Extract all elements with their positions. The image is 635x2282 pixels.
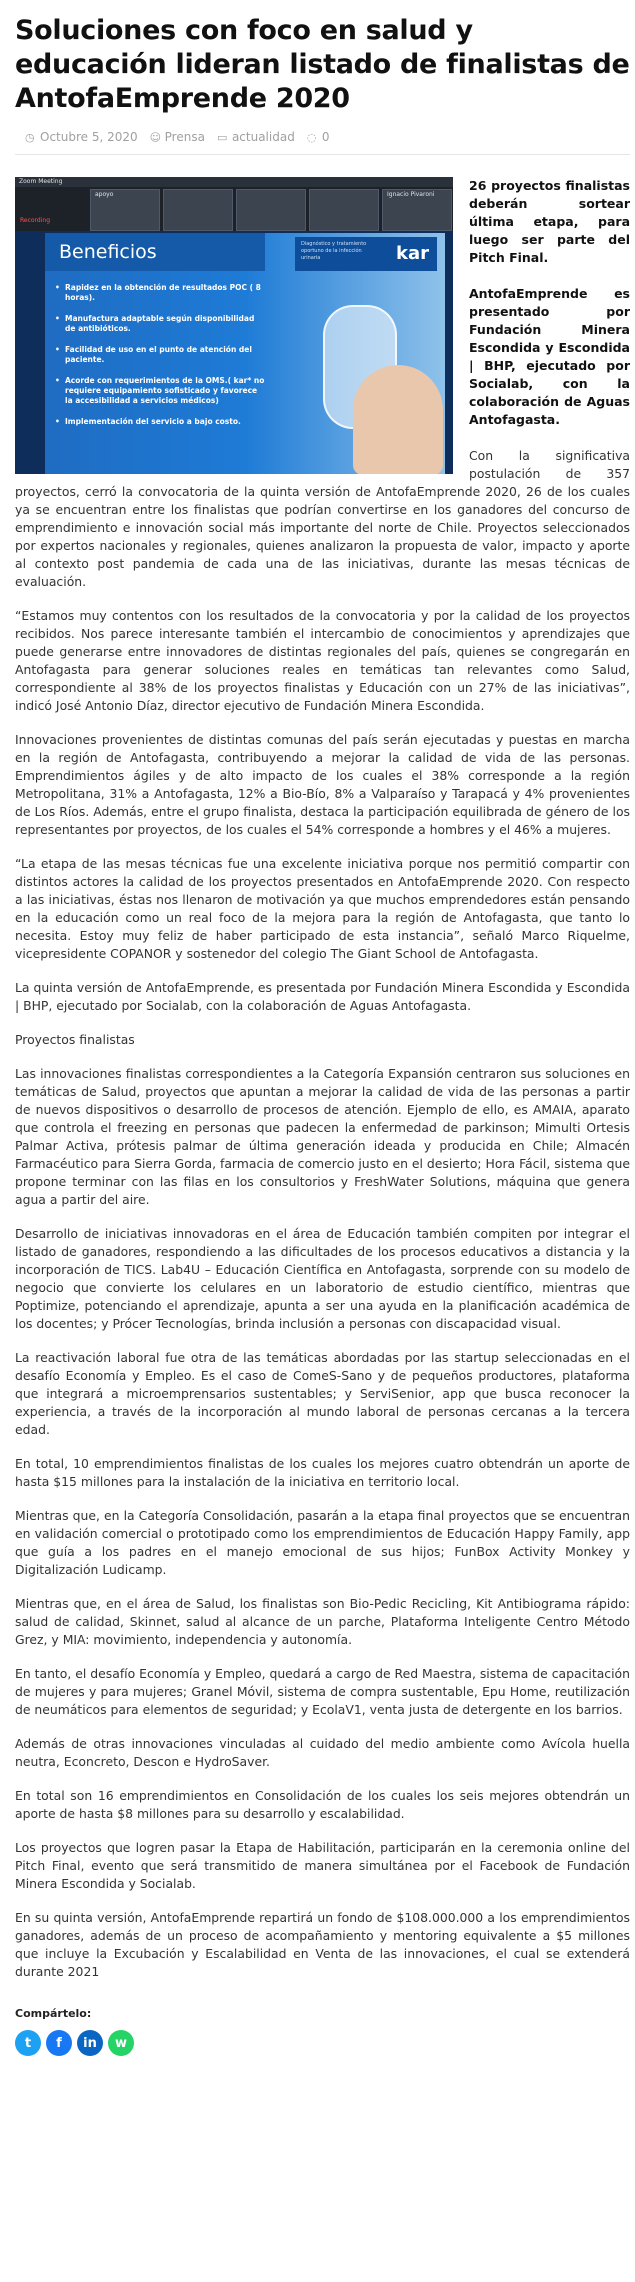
slide-header — [45, 233, 265, 271]
post-comments[interactable] — [307, 130, 330, 144]
device-photo — [283, 285, 433, 465]
participant-name: apoyo — [95, 191, 114, 198]
recording-indicator: Recording — [20, 217, 51, 224]
facebook-icon: f — [56, 2035, 62, 2051]
slide-title: Beneficios — [59, 241, 157, 263]
post-category-text: actualidad — [231, 130, 295, 144]
window-titlebar — [15, 177, 453, 187]
post-author[interactable] — [150, 130, 205, 144]
twitter-share-button[interactable] — [15, 2030, 41, 2056]
post-comments-count: 0 — [321, 130, 330, 144]
body-paragraph: La reactivación laboral fue otra de las temáticas abordadas por las startup seleccionadas en el desafío Economía y Empleo. Es el caso de ComeS-Sano y de pequeños productores, plataforma que integrará a microemprensarios sustentables; y ServiSenior, app que busca reconocer la experiencia, a través de la incorporación al mundo laboral de personas cercanas a la tercera edad. — [15, 1350, 630, 1437]
slide-subtitle: Diagnóstico y tratamiento oportuno de la infección urinaria — [301, 241, 367, 261]
presentation-slide — [45, 233, 445, 474]
body-paragraph: Los proyectos que logren pasar la Etapa de Habilitación, participarán en la ceremonia online del Pitch Final, evento que será transmitido de manera simultánea por el Facebook de Fundación Minera Escondida y Socialab. — [15, 1840, 630, 1891]
post-date[interactable] — [25, 130, 138, 144]
body-paragraph: “Estamos muy contentos con los resultados de la convocatoria y por la calidad de los proyectos recibidos. Nos parece interesante también el intercambio de conocimientos y aprendizajes que puede generarse entre innovadores de distintas regionales del país, quienes se congregarán en Antofagasta para generar soluciones reales en temáticas tan relevantes como Salud, correspondiente al 38% de los proyectos finalistas y Educación con un 27% de las iniciativas”, indicó José Antonio Díaz, director ejecutivo de Fundación Minera Escondida. — [15, 608, 630, 713]
slide-bullet: • Implementación del servicio a bajo costo. — [55, 417, 265, 427]
linkedin-share-button[interactable] — [77, 2030, 103, 2056]
linkedin-icon: in — [83, 2035, 97, 2051]
body-paragraph: En total son 16 emprendimientos en Consolidación de los cuales los seis mejores obtendrán un aporte de hasta $8 millones para su desarrollo y escalabilidad. — [15, 1788, 630, 1821]
divider — [15, 154, 630, 155]
body-paragraph: Innovaciones provenientes de distintas comunas del país serán ejecutadas y puestas en marcha en la región de Antofagasta, contribuyendo a mejorar la calidad de vida de las personas. Emprendimientos ágiles y de alto impacto de los cuales el 38% corresponde a la región Metropolitana, 31% a Antofagasta, 12% a Bio-Bío, 8% a Valparaíso y Tarapacá y 4% provenientes de Los Ríos. Además, entre el grupo finalista, destaca la participación equilibrada de género de los representantes por proyectos, de los cuales el 54% corresponde a hombres y el 46% a mujeres. — [15, 732, 630, 837]
body-paragraph: Mientras que, en la Categoría Consolidación, pasarán a la etapa final proyectos que se encuentran en validación comercial o prototipado como los emprendimientos de Educación Happy Family, app que guía a los padres en el manejo emocional de sus hijos; FunBox Activity Monkey y Digitalización Ludicamp. — [15, 1508, 630, 1577]
body-paragraph: En total, 10 emprendimientos finalistas de los cuales los mejores cuatro obtendrán un aporte de hasta $15 millones para la instalación de la iniciativa en territorio local. — [15, 1456, 630, 1489]
body-paragraph: Además de otras innovaciones vinculadas al cuidado del medio ambiente como Avícola huella neutra, Econcreto, Descon e HydroSaver. — [15, 1736, 630, 1769]
share-label: Compártelo: — [15, 2007, 92, 2020]
whatsapp-icon: w — [114, 2035, 127, 2051]
slide-bullet: • Acorde con requerimientos de la OMS.( kar* no requiere equipamiento sofisticado y favorece la accesibilidad a servicios médicos) — [55, 376, 265, 406]
slide-bullets — [55, 283, 265, 438]
clock-icon: ◷ — [25, 130, 35, 144]
lead-paragraph: AntofaEmprende es presentado por Fundación Minera Escondida y Escondida | BHP, ejecutado por Socialab, con la colaboración de Aguas Antofagasta. — [469, 286, 630, 427]
post-author-text: Prensa — [164, 130, 205, 144]
facebook-share-button[interactable] — [46, 2030, 72, 2056]
section-heading: Proyectos finalistas — [15, 1032, 135, 1047]
twitter-icon: t — [24, 2035, 32, 2051]
slide-bullet: • Rapidez en la obtención de resultados POC ( 8 horas). — [55, 283, 265, 303]
share-buttons — [15, 2030, 630, 2056]
body-paragraph: En su quinta versión, AntofaEmprende repartirá un fondo de $108.000.000 a los emprendimientos ganadores, además de un proceso de acompañamiento y mentoring equivalente a $5 millones que incluye la Excubación y Escalabilidad en Venta de las innovaciones, el cual se extenderá durante 2021 — [15, 1910, 630, 1979]
featured-image — [15, 177, 453, 474]
slide-bullet: • Facilidad de uso en el punto de atención del paciente. — [55, 345, 265, 365]
user-icon: ☺ — [149, 130, 162, 144]
participant-tile — [236, 189, 306, 231]
comment-icon: ◌ — [306, 130, 317, 144]
body-paragraph: “La etapa de las mesas técnicas fue una excelente iniciativa porque nos permitió compartir con distintos actores la calidad de los proyectos presentados en AntofaEmprende 2020. Con respecto a las iniciativas, éstas nos llenaron de motivación ya que muchos emprendedores están pensando en la educación como un real foco de la mejora para la región de Antofagasta, que tanto lo necesita. Estoy muy feliz de haber participado de esta instancia”, señaló Marco Riquelme, vicepresidente COPANOR y sostenedor del colegio The Giant School de Antofagasta. — [15, 856, 630, 961]
body-paragraph: Mientras que, en el área de Salud, los finalistas son Bio-Pedic Recicling, Kit Antibiograma rápido: salud de calidad, Skinnet, salud al alcance de un parche, Plataforma Inteligente Centro Método Grez, y MIA: movimiento, independencia y autonomía. — [15, 1596, 630, 1647]
article — [15, 14, 630, 2056]
participant-tile — [163, 189, 233, 231]
post-meta — [25, 126, 630, 148]
slide-brand-box — [295, 237, 437, 271]
post-date-text: Octubre 5, 2020 — [40, 130, 138, 144]
participant-tile — [309, 189, 379, 231]
slide-bullet: • Manufactura adaptable según disponibilidad de antibióticos. — [55, 314, 265, 334]
post-category[interactable] — [217, 130, 295, 144]
folder-icon: ▭ — [216, 130, 228, 144]
body-paragraph: En tanto, el desafío Economía y Empleo, quedará a cargo de Red Maestra, sistema de capacitación de mujeres y para mujeres; Granel Móvil, sistema de compra sustentable, Epu Home, reutilización de neumáticos para elementos de seguridad; y EcolaV1, venta justa de detergente en los barrios. — [15, 1666, 630, 1717]
body-paragraph: Desarrollo de iniciativas innovadoras en el área de Educación también compiten por integrar el listado de ganadores, respondiendo a las dificultades de los procesos educativos a distancia y la incorporación de TICS. Lab4U – Educación Científica en Antofagasta, sorprende con su modelo de negocio que convierte los celulares en un laboratorio de estudio científico, mientras que Poptimize, potenciando el aprendizaje, apunta a ser una ayuda en la planificación académica de los docentes; y Prócer Tecnologías, brinda inclusión a personas con discapacidad visual. — [15, 1226, 630, 1331]
lead-paragraph: 26 proyectos finalistas deberán sortear última etapa, para luego ser parte del Pitch Final. — [469, 178, 630, 265]
slide-brand: kar — [396, 243, 429, 264]
body-paragraph: La quinta versión de AntofaEmprende, es presentada por Fundación Minera Escondida y Escondida | BHP, ejecutado por Socialab, con la colaboración de Aguas Antofagasta. — [15, 980, 630, 1013]
whatsapp-share-button[interactable] — [108, 2030, 134, 2056]
hand — [353, 365, 443, 474]
article-title: Soluciones con foco en salud y educación lideran listado de finalistas de AntofaEmprende 2020 — [15, 15, 630, 114]
video-call-strip — [15, 177, 453, 231]
body-paragraph: Las innovaciones finalistas correspondientes a la Categoría Expansión centraron sus soluciones en temáticas de Salud, proyectos que apuntan a mejorar la calidad de vida de las personas a partir de nuevos dispositivos o desarrollo de procesos de atención. Ejemplo de ello, es AMAIA, aparato que controla el freezing en personas que padecen la enfermedad de parkinson; Mimulti Ortesis Palmar Activa, prótesis palmar de última generación ideada y producida en Chile; Almacén Farmacéutico para Sierra Gorda, farmacia de comercio justo en el desierto; Hora Fácil, sistema que propone terminar con las filas en los consultorios y FreshWater Solutions, máquina que genera agua a partir del aire. — [15, 1066, 631, 1207]
participant-name: Ignacio Pivaroni — [387, 191, 435, 198]
app-label: Zoom Meeting — [19, 178, 63, 185]
body-paragraph: Con la significativa postulación de 357 proyectos, cerró la convocatoria de la quinta versión de AntofaEmprende 2020, 26 de los cuales ya se encuentran entre los finalistas que podrían convertirse en los ganadores del concurso de emprendimiento e innovación social más importante del norte de Chile. Proyectos seleccionados por expertos nacionales y regionales, quienes analizaron la propuesta de valor, impacto y aporte al contexto post pandemia de cada una de las iniciativas, durante las mesas técnicas de evaluación. — [15, 448, 630, 589]
